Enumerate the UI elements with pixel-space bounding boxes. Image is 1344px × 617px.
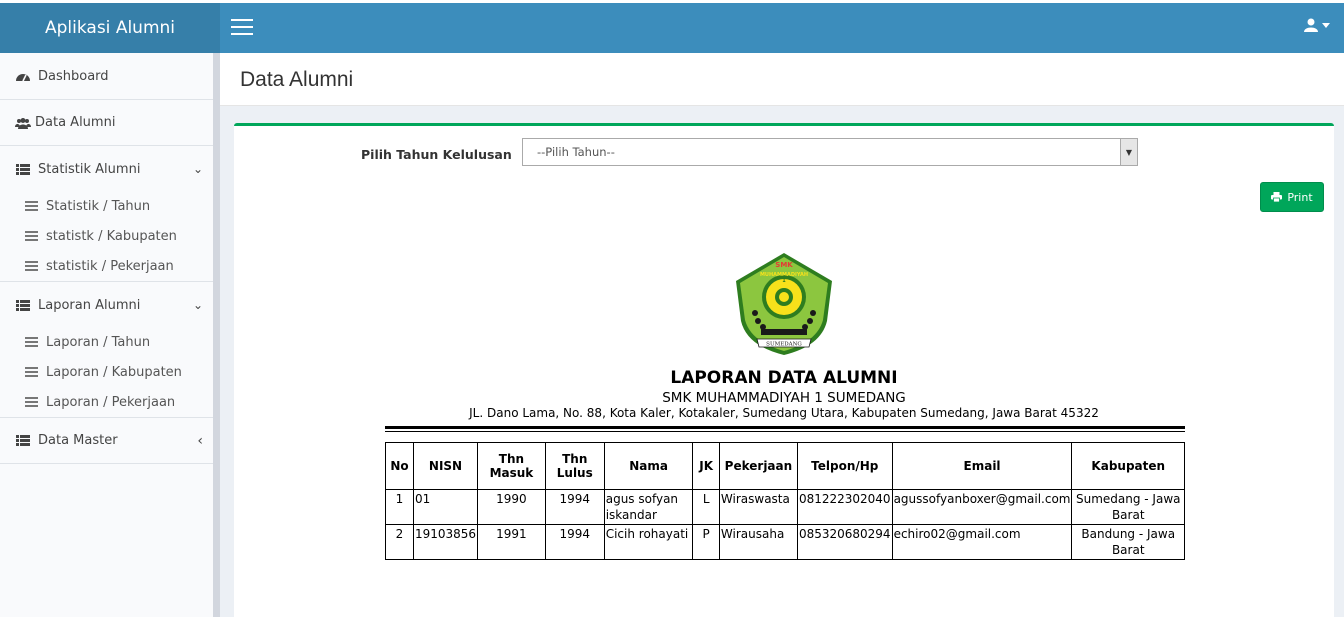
sidebar-subitem-statistik-pekerjaan[interactable]	[0, 256, 213, 276]
table-row	[386, 525, 1185, 560]
cell-nama: Cicih rohayati	[604, 525, 693, 560]
cell-jk: L	[693, 490, 720, 525]
cell-lulus: 1994	[545, 490, 604, 525]
chevron-down-icon: ⌄	[192, 298, 203, 312]
print-button[interactable]	[1260, 182, 1324, 212]
sidebar-sublabel: statistik / Pekerjaan	[46, 258, 174, 274]
user-icon	[1304, 18, 1318, 32]
sidebar-label-statistik: Statistik Alumni	[38, 161, 141, 177]
cell-telpon: 085320680294	[797, 525, 892, 560]
sidebar-item-statistik-alumni[interactable]	[0, 146, 213, 192]
report-school: SMK MUHAMMADIYAH 1 SUMEDANG	[662, 390, 906, 406]
print-icon	[1271, 192, 1282, 202]
sidebar-item-dashboard[interactable]	[0, 53, 213, 100]
bars-icon	[25, 365, 38, 379]
bars-icon	[25, 259, 38, 273]
cell-kabupaten: Sumedang - Jawa Barat	[1072, 490, 1185, 525]
users-icon	[15, 117, 31, 129]
col-header: Nama	[604, 443, 693, 490]
report-divider	[385, 426, 1185, 429]
col-header: Telpon/Hp	[797, 443, 892, 490]
sidebar-sublabel: Laporan / Kabupaten	[46, 364, 182, 380]
col-header: Thn Lulus	[545, 443, 604, 490]
page-title: Data Alumni	[240, 68, 354, 91]
col-header: Pekerjaan	[719, 443, 797, 490]
content-header	[220, 53, 1344, 106]
sidebar-label-laporan: Laporan Alumni	[38, 297, 141, 313]
top-navbar	[220, 3, 1344, 53]
report-divider-thin	[385, 431, 1185, 432]
cell-pekerjaan: Wirausaha	[719, 525, 797, 560]
cell-no: 2	[386, 525, 414, 560]
table-list-icon	[15, 164, 31, 175]
sidebar-sublabel: Laporan / Pekerjaan	[46, 394, 176, 410]
col-header: NISN	[413, 443, 477, 490]
table-list-icon	[15, 435, 31, 446]
school-logo	[731, 251, 837, 357]
bars-icon	[25, 335, 38, 349]
sidebar-subitem-statistik-tahun[interactable]	[0, 196, 213, 216]
col-header: Kabupaten	[1072, 443, 1185, 490]
sidebar-item-data-master[interactable]	[0, 418, 213, 464]
report-box	[234, 123, 1334, 617]
bars-icon	[25, 395, 38, 409]
cell-masuk: 1991	[478, 525, 546, 560]
year-select-value: --Pilih Tahun--	[537, 145, 615, 159]
print-label: Print	[1287, 190, 1313, 204]
year-select[interactable]	[522, 138, 1138, 166]
sidebar-subitem-laporan-kabupaten[interactable]	[0, 362, 213, 382]
sidebar-sublabel: Laporan / Tahun	[46, 334, 151, 350]
cell-masuk: 1990	[478, 490, 546, 525]
col-header: JK	[693, 443, 720, 490]
col-header: Thn Masuk	[478, 443, 546, 490]
cell-email: echiro02@gmail.com	[892, 525, 1072, 560]
table-list-icon	[15, 300, 31, 311]
logo-text-sumedang: SUMEDANG	[766, 341, 802, 348]
sidebar-subitem-statistik-kabupaten[interactable]	[0, 226, 213, 246]
cell-jk: P	[693, 525, 720, 560]
dashboard-icon	[15, 70, 31, 82]
sidebar-item-laporan-alumni[interactable]	[0, 282, 213, 328]
select-arrow-icon[interactable]: ▼	[1120, 139, 1137, 165]
bars-icon	[25, 229, 38, 243]
cell-kabupaten: Bandung - Jawa Barat	[1072, 525, 1185, 560]
sidebar-sublabel: Statistik / Tahun	[46, 198, 151, 214]
filter-label: Pilih Tahun Kelulusan	[361, 147, 512, 162]
logo-text-smk: SMK	[775, 261, 793, 269]
sidebar-sublabel: statistk / Kabupaten	[46, 228, 177, 244]
sidebar-subitem-laporan-tahun[interactable]	[0, 332, 213, 352]
cell-lulus: 1994	[545, 525, 604, 560]
app-brand: Aplikasi Alumni	[45, 18, 175, 38]
table-header-row	[386, 443, 1185, 490]
cell-nisn: 19103856	[413, 525, 477, 560]
sidebar-toggle-icon[interactable]	[231, 19, 253, 37]
logo-text-num: 1	[782, 278, 786, 284]
report-title: LAPORAN DATA ALUMNI	[670, 368, 898, 388]
sidebar-subitem-laporan-pekerjaan[interactable]	[0, 392, 213, 412]
chevron-left-icon: ‹	[197, 432, 203, 449]
report-address: JL. Dano Lama, No. 88, Kota Kaler, Kotakaler, Sumedang Utara, Kabupaten Sumedang, Jawa Barat 45322	[469, 406, 1099, 420]
logo-text-muhammadiyah: MUHAMMADIYAH	[759, 272, 809, 278]
sidebar-divider	[213, 53, 220, 617]
cell-pekerjaan: Wiraswasta	[719, 490, 797, 525]
sidebar-label-data-master: Data Master	[38, 433, 118, 448]
sidebar-label-data-alumni: Data Alumni	[35, 115, 116, 130]
bars-icon	[25, 199, 38, 213]
col-header: No	[386, 443, 414, 490]
sidebar-label-dashboard: Dashboard	[38, 68, 109, 84]
user-menu[interactable]	[1304, 18, 1330, 32]
cell-telpon: 081222302040	[797, 490, 892, 525]
app-logo[interactable]	[0, 3, 220, 53]
cell-email: agussofyanboxer@gmail.com	[892, 490, 1072, 525]
chevron-down-icon: ⌄	[192, 162, 203, 176]
cell-nama: agus sofyan iskandar	[604, 490, 693, 525]
sidebar-item-data-alumni[interactable]	[0, 100, 213, 146]
cell-nisn: 01	[413, 490, 477, 525]
caret-down-icon	[1322, 23, 1330, 28]
col-header: Email	[892, 443, 1072, 490]
table-row	[386, 490, 1185, 525]
alumni-report-table	[385, 442, 1185, 560]
cell-no: 1	[386, 490, 414, 525]
